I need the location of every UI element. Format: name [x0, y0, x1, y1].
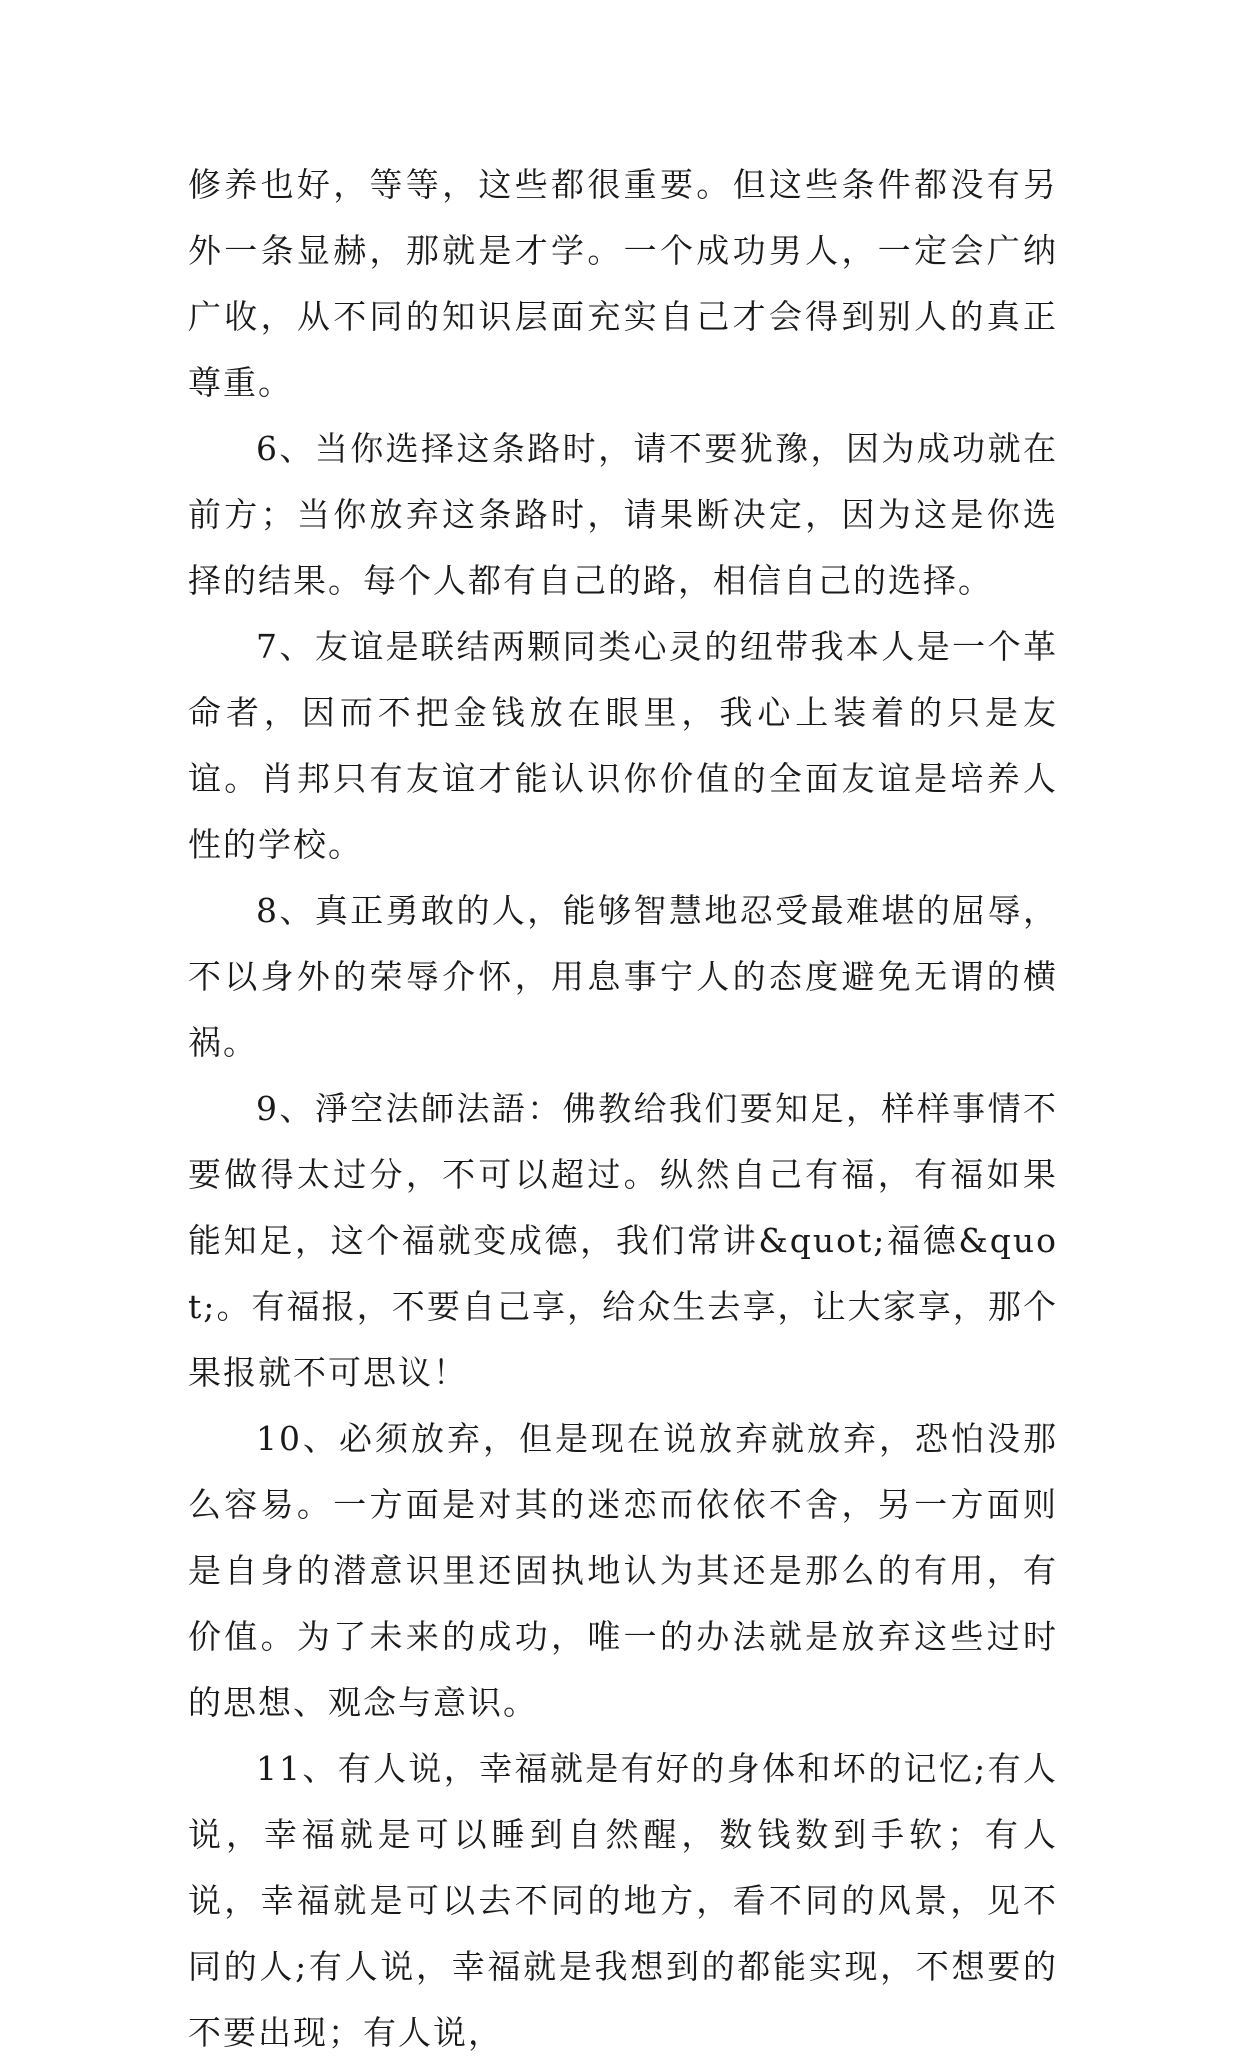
document-body: [188, 152, 1058, 2066]
paragraph-item-9: 9、淨空法師法語：佛教给我们要知足，样样事情不要做得太过分，不可以超过。纵然自己有福，有福如果能知足，这个福就变成德，我们常讲&quot;福德&quot;。有福报，不要自己享，给众生去享，让大家享，那个果报就不可思议！: [188, 1089, 1058, 1392]
paragraph-item-10: 10、必须放弃，但是现在说放弃就放弃，恐怕没那么容易。一方面是对其的迷恋而依依不舍，另一方面则是自身的潜意识里还固执地认为其还是那么的有用，有价值。为了未来的成功，唯一的办法就是放弃这些过时的思想、观念与意识。: [188, 1419, 1058, 1722]
paragraph-item-6: 6、当你选择这条路时，请不要犹豫，因为成功就在前方；当你放弃这条路时，请果断决定，因为这是你选择的结果。每个人都有自己的路，相信自己的选择。: [188, 429, 1058, 600]
paragraph-item-8: 8、真正勇敢的人，能够智慧地忍受最难堪的屈辱，不以身外的荣辱介怀，用息事宁人的态度避免无谓的横祸。: [188, 891, 1058, 1062]
paragraph-item-11: 11、有人说，幸福就是有好的身体和坏的记忆;有人说，幸福就是可以睡到自然醒，数钱数到手软；有人说，幸福就是可以去不同的地方，看不同的风景，见不同的人;有人说，幸福就是我想到的都能实现，不想要的不要出现；有人说，: [188, 1749, 1058, 2052]
paragraph-continuation: 修养也好，等等，这些都很重要。但这些条件都没有另外一条显赫，那就是才学。一个成功男人，一定会广纳广收，从不同的知识层面充实自己才会得到别人的真正尊重。: [188, 165, 1058, 402]
paragraph-item-7: 7、友谊是联结两颗同类心灵的纽带我本人是一个革命者，因而不把金钱放在眼里，我心上装着的只是友谊。肖邦只有友谊才能认识你价值的全面友谊是培养人性的学校。: [188, 627, 1058, 864]
